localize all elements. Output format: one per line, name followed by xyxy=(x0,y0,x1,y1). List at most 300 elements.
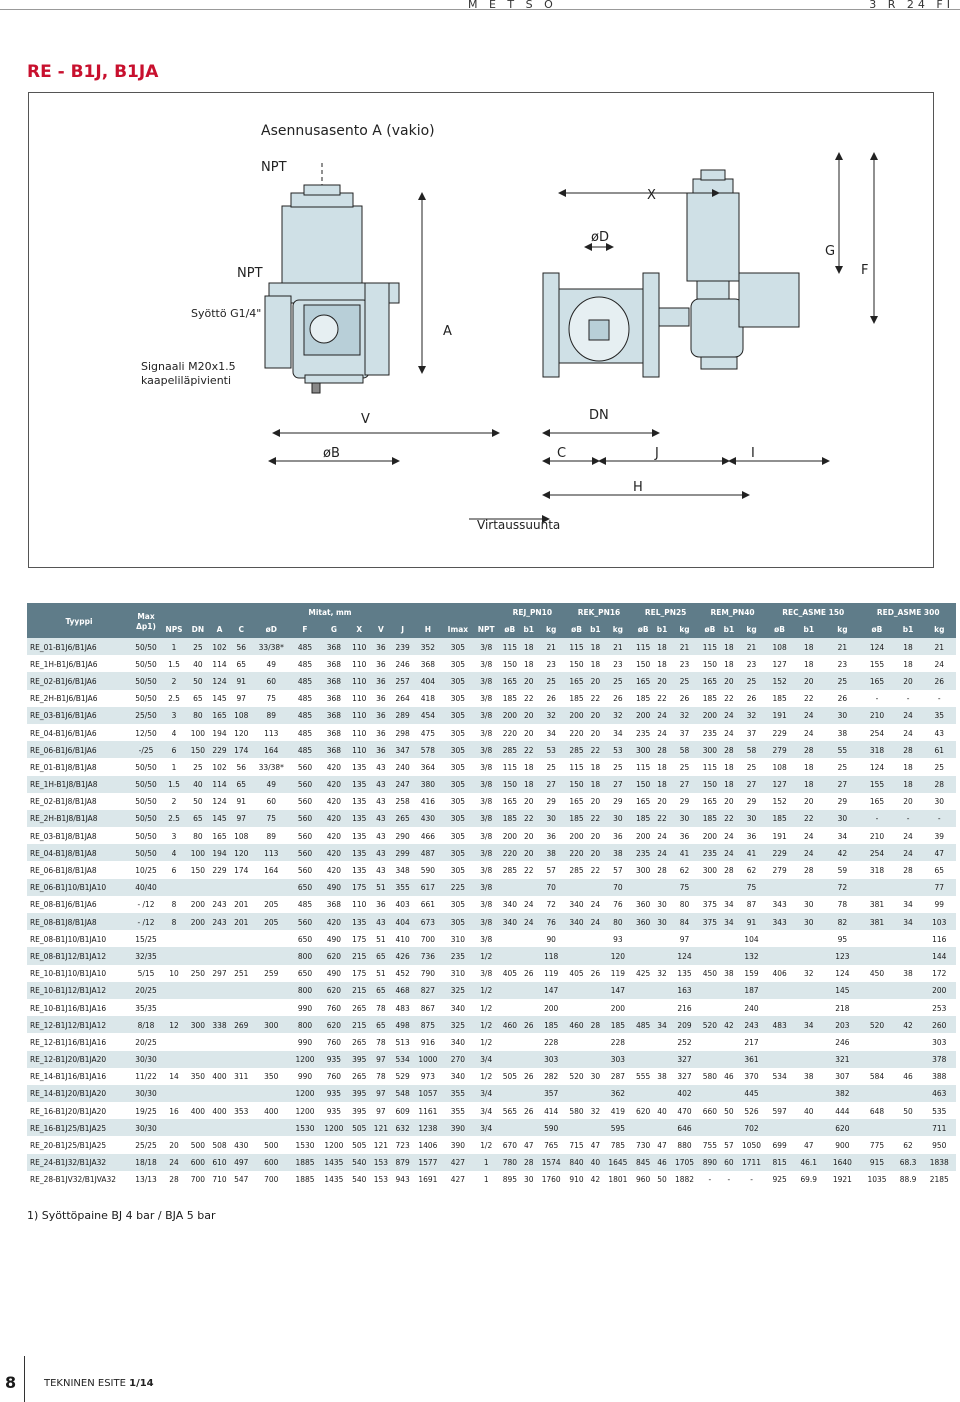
table-cell: 25 xyxy=(537,758,566,775)
label-kaapeli: kaapeliläpivienti xyxy=(141,374,232,387)
table-cell: 340 xyxy=(499,896,521,913)
table-cell: 18 xyxy=(654,758,670,775)
table-cell: 310 xyxy=(442,965,473,982)
table-cell xyxy=(860,999,893,1016)
table-cell: - xyxy=(860,810,893,827)
table-cell: 760 xyxy=(319,999,348,1016)
table-cell xyxy=(252,879,290,896)
table-cell: 62 xyxy=(670,861,699,878)
table-cell: 845 xyxy=(632,1154,654,1171)
table-cell: 700 xyxy=(413,930,442,947)
table-cell: 65 xyxy=(370,1016,392,1033)
column-header: øB xyxy=(766,621,793,639)
table-cell xyxy=(654,982,670,999)
table-cell: 18 xyxy=(587,758,603,775)
table-cell: 165 xyxy=(632,672,654,689)
table-cell xyxy=(161,1051,187,1068)
table-cell: 285 xyxy=(499,861,521,878)
table-cell: 24 xyxy=(587,913,603,930)
table-cell: 505 xyxy=(348,1136,370,1153)
table-cell: 25/50 xyxy=(131,707,161,724)
table-cell: 26 xyxy=(824,690,860,707)
table-cell: 318 xyxy=(860,861,893,878)
table-cell: 340 xyxy=(442,1033,473,1050)
table-cell: 57 xyxy=(603,861,632,878)
table-cell xyxy=(230,999,252,1016)
table-cell: 40 xyxy=(654,1102,670,1119)
table-cell: 20/25 xyxy=(131,1033,161,1050)
table-cell: 200 xyxy=(699,707,721,724)
table-cell: 3/8 xyxy=(473,861,499,878)
diagram-drawing xyxy=(29,93,933,567)
table-cell: 23 xyxy=(603,655,632,672)
table-cell: -/25 xyxy=(131,741,161,758)
table-cell xyxy=(699,999,721,1016)
table-cell: 269 xyxy=(230,1016,252,1033)
table-cell: 72 xyxy=(824,879,860,896)
table-cell: 24 xyxy=(894,827,923,844)
footer-label: TEKNINEN ESITE 1/14 xyxy=(44,1378,154,1389)
table-cell: 46.1 xyxy=(793,1154,824,1171)
table-cell: - xyxy=(894,810,923,827)
table-cell: 30 xyxy=(737,810,766,827)
table-cell: 305 xyxy=(442,638,473,655)
table-cell: 485 xyxy=(291,672,320,689)
table-row xyxy=(27,879,956,896)
table-cell: 560 xyxy=(291,758,320,775)
table-cell: 290 xyxy=(392,827,414,844)
table-cell: 23 xyxy=(670,655,699,672)
table-cell: 40/40 xyxy=(131,879,161,896)
table-cell: 36 xyxy=(370,724,392,741)
table-cell: 395 xyxy=(348,1051,370,1068)
table-cell: 34 xyxy=(793,1016,824,1033)
table-cell: 419 xyxy=(603,1102,632,1119)
page-number-divider xyxy=(24,1356,25,1402)
table-cell: 27 xyxy=(737,776,766,793)
table-cell: 253 xyxy=(923,999,956,1016)
type-cell: RE_12-B1J12/B1JA12 xyxy=(27,1016,131,1033)
table-cell: 135 xyxy=(348,793,370,810)
table-cell: 50 xyxy=(721,1102,737,1119)
header-rek: REK_PN16 xyxy=(566,603,633,621)
header-rec: REC_ASME 150 xyxy=(766,603,860,621)
table-cell: 360 xyxy=(632,913,654,930)
table-cell: 25/25 xyxy=(131,1136,161,1153)
table-cell: 3/8 xyxy=(473,879,499,896)
table-cell: 1161 xyxy=(413,1102,442,1119)
table-cell: 20/25 xyxy=(131,982,161,999)
table-cell: 120 xyxy=(230,844,252,861)
table-cell: 785 xyxy=(603,1136,632,1153)
table-cell: 220 xyxy=(566,724,588,741)
table-cell: 620 xyxy=(319,947,348,964)
table-cell xyxy=(721,947,737,964)
table-cell: 18 xyxy=(587,638,603,655)
table-cell: 305 xyxy=(442,672,473,689)
table-cell: - xyxy=(699,1171,721,1188)
table-cell: - /12 xyxy=(131,896,161,913)
table-cell: 185 xyxy=(499,810,521,827)
column-header: kg xyxy=(603,621,632,639)
table-cell xyxy=(860,1033,893,1050)
table-cell: 800 xyxy=(291,1016,320,1033)
type-cell: RE_16-B1J20/B1JA20 xyxy=(27,1102,131,1119)
column-header: b1 xyxy=(654,621,670,639)
table-cell: 32 xyxy=(670,707,699,724)
table-cell xyxy=(209,947,231,964)
table-cell: 490 xyxy=(319,965,348,982)
table-cell: 127 xyxy=(766,655,793,672)
table-cell: 26 xyxy=(737,690,766,707)
table-cell: 360 xyxy=(632,896,654,913)
valve-side-view xyxy=(265,163,399,393)
table-cell: 200 xyxy=(923,982,956,999)
table-cell: 305 xyxy=(442,861,473,878)
table-cell xyxy=(252,1033,290,1050)
table-cell: 18 xyxy=(793,638,824,655)
label-syotto: Syöttö G1/4" xyxy=(191,307,262,320)
table-cell: 466 xyxy=(413,827,442,844)
table-cell xyxy=(860,879,893,896)
table-cell: 406 xyxy=(766,965,793,982)
table-cell: 110 xyxy=(348,896,370,913)
table-cell xyxy=(894,1033,923,1050)
table-cell: 1057 xyxy=(413,1085,442,1102)
table-cell: 200 xyxy=(632,827,654,844)
table-cell: 935 xyxy=(319,1102,348,1119)
table-cell: 375 xyxy=(699,913,721,930)
table-cell: 950 xyxy=(923,1136,956,1153)
table-cell: 191 xyxy=(766,827,793,844)
table-cell xyxy=(654,930,670,947)
table-cell: 960 xyxy=(632,1171,654,1188)
table-cell xyxy=(894,1085,923,1102)
table-cell: 47 xyxy=(654,1136,670,1153)
table-cell: 104 xyxy=(737,930,766,947)
table-cell: 62 xyxy=(894,1136,923,1153)
table-cell: 200 xyxy=(699,827,721,844)
table-cell: 46 xyxy=(654,1154,670,1171)
table-cell xyxy=(654,1085,670,1102)
table-cell: 303 xyxy=(537,1051,566,1068)
table-cell xyxy=(499,1119,521,1136)
table-row xyxy=(27,1102,956,1119)
table-cell: 1921 xyxy=(824,1171,860,1188)
column-header: øB xyxy=(699,621,721,639)
table-cell: 11/22 xyxy=(131,1068,161,1085)
table-cell xyxy=(699,1119,721,1136)
table-cell: 420 xyxy=(319,793,348,810)
table-cell xyxy=(230,982,252,999)
table-cell: 300 xyxy=(632,861,654,878)
table-cell: 25 xyxy=(824,758,860,775)
table-cell xyxy=(699,1033,721,1050)
table-cell xyxy=(766,1119,793,1136)
table-cell: 43 xyxy=(370,827,392,844)
table-cell: 145 xyxy=(824,982,860,999)
table-cell xyxy=(894,1119,923,1136)
table-cell: 24 xyxy=(793,827,824,844)
table-cell: 228 xyxy=(537,1033,566,1050)
table-cell: 426 xyxy=(392,947,414,964)
table-cell: 153 xyxy=(370,1154,392,1171)
table-cell xyxy=(187,1033,209,1050)
table-cell: 285 xyxy=(499,741,521,758)
table-cell xyxy=(894,1051,923,1068)
brand-name: M E T S O xyxy=(468,0,557,11)
table-cell: 350 xyxy=(252,1068,290,1085)
table-cell xyxy=(252,947,290,964)
table-cell: 300 xyxy=(699,861,721,878)
table-row xyxy=(27,965,956,982)
table-cell: 70 xyxy=(537,879,566,896)
table-cell: 3/8 xyxy=(473,638,499,655)
table-cell: 420 xyxy=(319,810,348,827)
table-cell: 18 xyxy=(654,655,670,672)
table-cell xyxy=(587,1119,603,1136)
table-cell xyxy=(499,999,521,1016)
table-cell: 50 xyxy=(187,672,209,689)
table-cell: 1/2 xyxy=(473,982,499,999)
table-cell: 50/50 xyxy=(131,690,161,707)
table-cell: 25 xyxy=(603,672,632,689)
table-cell xyxy=(499,1051,521,1068)
table-cell: 18 xyxy=(521,758,537,775)
table-cell: 1/2 xyxy=(473,947,499,964)
table-cell: 97 xyxy=(370,1085,392,1102)
table-cell: 529 xyxy=(392,1068,414,1085)
table-cell: 265 xyxy=(348,1033,370,1050)
table-cell: 200 xyxy=(566,707,588,724)
table-cell: 3/4 xyxy=(473,1119,499,1136)
table-cell: 3/8 xyxy=(473,690,499,707)
table-cell: 38 xyxy=(603,844,632,861)
table-cell: 4 xyxy=(161,724,187,741)
table-cell: 102 xyxy=(209,758,231,775)
table-cell: 327 xyxy=(670,1051,699,1068)
table-cell: 520 xyxy=(860,1016,893,1033)
table-cell: 800 xyxy=(291,947,320,964)
table-cell: 560 xyxy=(291,793,320,810)
table-cell: 3/8 xyxy=(473,655,499,672)
table-cell: 150 xyxy=(632,776,654,793)
table-cell: 28 xyxy=(587,1016,603,1033)
table-cell: 648 xyxy=(860,1102,893,1119)
table-cell xyxy=(632,1119,654,1136)
table-cell: 26 xyxy=(537,690,566,707)
table-cell: 21 xyxy=(824,638,860,655)
table-cell: 943 xyxy=(392,1171,414,1188)
table-cell: 34 xyxy=(721,896,737,913)
table-cell: 352 xyxy=(413,638,442,655)
table-cell: 935 xyxy=(319,1051,348,1068)
table-cell: 24 xyxy=(894,707,923,724)
table-cell: 420 xyxy=(319,913,348,930)
table-cell: 30 xyxy=(603,810,632,827)
table-cell: 163 xyxy=(670,982,699,999)
table-cell: 38 xyxy=(793,1068,824,1085)
table-cell: 867 xyxy=(413,999,442,1016)
table-cell: 25 xyxy=(737,672,766,689)
table-cell: 22 xyxy=(587,861,603,878)
table-cell: 99 xyxy=(923,896,956,913)
table-cell: 36 xyxy=(370,690,392,707)
page-number: 8 xyxy=(5,1373,17,1392)
table-cell xyxy=(521,930,537,947)
table-cell: 400 xyxy=(209,1068,231,1085)
table-cell: 201 xyxy=(230,896,252,913)
table-cell: 325 xyxy=(442,1016,473,1033)
table-cell: 100 xyxy=(187,844,209,861)
table-cell: 51 xyxy=(370,879,392,896)
table-cell: 755 xyxy=(699,1136,721,1153)
table-cell: 185 xyxy=(566,810,588,827)
table-cell: 75 xyxy=(252,690,290,707)
column-header: øB xyxy=(632,621,654,639)
table-cell: 382 xyxy=(824,1085,860,1102)
table-cell: 378 xyxy=(923,1051,956,1068)
table-cell: 30 xyxy=(824,810,860,827)
table-cell: 228 xyxy=(603,1033,632,1050)
column-header: b1 xyxy=(793,621,824,639)
table-row xyxy=(27,638,956,655)
table-cell: 916 xyxy=(413,1033,442,1050)
table-cell: 225 xyxy=(442,879,473,896)
table-cell: 88.9 xyxy=(894,1171,923,1188)
table-cell: 310 xyxy=(442,930,473,947)
table-cell: 420 xyxy=(319,844,348,861)
document-reference: 3 R 24 FI xyxy=(869,0,954,11)
table-cell: 375 xyxy=(699,896,721,913)
table-cell xyxy=(793,982,824,999)
table-cell: 22 xyxy=(587,810,603,827)
table-cell: 3/8 xyxy=(473,672,499,689)
table-cell: 560 xyxy=(291,913,320,930)
table-cell: 30 xyxy=(793,913,824,930)
table-cell: 1435 xyxy=(319,1171,348,1188)
table-cell: 200 xyxy=(499,707,521,724)
table-cell: 22 xyxy=(793,810,824,827)
table-cell: 165 xyxy=(860,672,893,689)
table-cell: 78 xyxy=(370,1033,392,1050)
table-cell: 18 xyxy=(793,776,824,793)
table-cell xyxy=(894,999,923,1016)
table-cell: 75 xyxy=(737,879,766,896)
table-cell xyxy=(699,1085,721,1102)
table-cell: 490 xyxy=(319,930,348,947)
type-cell: RE_06-B1J6/B1JA6 xyxy=(27,741,131,758)
table-cell: 1/2 xyxy=(473,1136,499,1153)
table-row xyxy=(27,1171,956,1188)
table-cell xyxy=(793,930,824,947)
table-cell: 560 xyxy=(291,827,320,844)
table-cell: 8/18 xyxy=(131,1016,161,1033)
type-cell: RE_10-B1J12/B1JA12 xyxy=(27,982,131,999)
table-cell xyxy=(721,999,737,1016)
table-cell: 610 xyxy=(209,1154,231,1171)
table-cell xyxy=(230,947,252,964)
table-cell: 150 xyxy=(699,655,721,672)
table-cell: 43 xyxy=(923,724,956,741)
column-header: A xyxy=(209,621,231,639)
table-cell: 305 xyxy=(442,844,473,861)
table-cell: 3/4 xyxy=(473,1085,499,1102)
table-cell: 42 xyxy=(587,1171,603,1188)
table-cell: 3/8 xyxy=(473,724,499,741)
table-cell: 110 xyxy=(348,638,370,655)
table-cell: 164 xyxy=(252,741,290,758)
table-cell xyxy=(793,879,824,896)
table-cell: 102 xyxy=(209,638,231,655)
type-cell: RE_06-B1J8/B1JA8 xyxy=(27,861,131,878)
table-cell: 87 xyxy=(737,896,766,913)
table-cell xyxy=(721,1119,737,1136)
table-cell: 18 xyxy=(793,758,824,775)
label-c: C xyxy=(557,446,567,461)
table-cell: 600 xyxy=(187,1154,209,1171)
table-cell: 33/38* xyxy=(252,758,290,775)
table-cell xyxy=(860,930,893,947)
table-cell: 24 xyxy=(793,724,824,741)
table-cell: 200 xyxy=(537,999,566,1016)
table-cell: 3 xyxy=(161,707,187,724)
table-cell xyxy=(699,930,721,947)
table-cell: 235 xyxy=(632,724,654,741)
table-cell: - /12 xyxy=(131,913,161,930)
table-cell: 22 xyxy=(521,861,537,878)
table-cell: 150 xyxy=(499,776,521,793)
table-cell xyxy=(161,1119,187,1136)
table-cell: 20 xyxy=(521,707,537,724)
table-cell: 22 xyxy=(793,690,824,707)
table-cell: 430 xyxy=(230,1136,252,1153)
table-cell: 22 xyxy=(721,690,737,707)
table-cell: 93 xyxy=(603,930,632,947)
table-cell: 3/8 xyxy=(473,827,499,844)
table-cell: 147 xyxy=(603,982,632,999)
table-cell: 201 xyxy=(230,913,252,930)
table-cell: 580 xyxy=(566,1102,588,1119)
column-header: J xyxy=(392,621,414,639)
table-cell: 483 xyxy=(392,999,414,1016)
table-cell: 6 xyxy=(161,741,187,758)
table-cell: 790 xyxy=(413,965,442,982)
column-header: kg xyxy=(537,621,566,639)
table-cell: 57 xyxy=(721,1136,737,1153)
table-cell: 36 xyxy=(603,827,632,844)
table-cell: 135 xyxy=(348,913,370,930)
label-od: øD xyxy=(591,230,609,245)
table-row xyxy=(27,776,956,793)
table-cell: 41 xyxy=(670,844,699,861)
table-cell: 445 xyxy=(737,1085,766,1102)
table-cell: 27 xyxy=(603,776,632,793)
table-cell: 36 xyxy=(370,638,392,655)
table-cell: 220 xyxy=(499,844,521,861)
table-cell: 26 xyxy=(670,690,699,707)
table-cell: 32 xyxy=(654,965,670,982)
table-cell: 6 xyxy=(161,861,187,878)
table-cell: 185 xyxy=(632,690,654,707)
table-cell xyxy=(187,879,209,896)
header-tyyppi: Tyyppi xyxy=(27,603,131,638)
table-cell xyxy=(587,982,603,999)
type-cell: RE_12-B1J16/B1JA16 xyxy=(27,1033,131,1050)
table-cell: 43 xyxy=(370,844,392,861)
table-cell: 29 xyxy=(824,793,860,810)
table-cell: 24 xyxy=(721,844,737,861)
